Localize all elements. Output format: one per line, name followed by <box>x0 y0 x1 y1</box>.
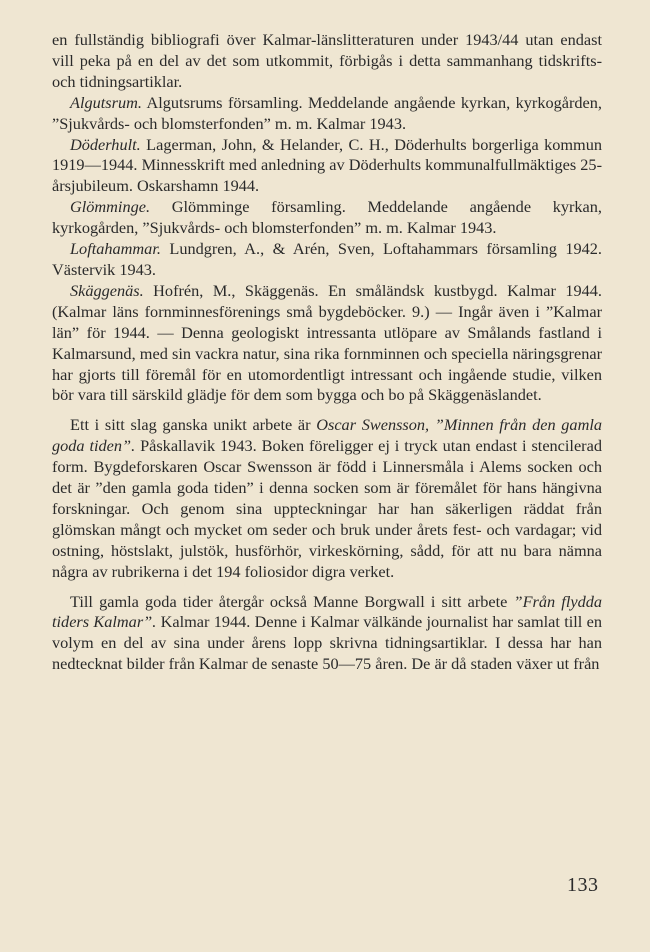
entry-text: Lagerman, John, & Helander, C. H., Döderhults borgerliga kommun 1919—1944. Minnesskrift med anledning av Döderhults kommunalfullmäktiges 25-årsjubileum. Oskarshamn 1944. <box>52 134 602 196</box>
paragraph-borgwall <box>52 592 602 676</box>
page-number: 133 <box>567 874 599 896</box>
entry-text: Lundgren, A., & Arén, Sven, Loftahammars församling 1942. Västervik 1943. <box>52 239 602 279</box>
paragraph-swensson <box>52 415 602 582</box>
text-run: Kalmar 1944. Denne i Kalmar välkände journalist har samlat till en volym en del av sina under årens lopp skrivna tidningsartiklar. I dessa har han nedtecknat bilder från Kalmar de senaste 50—75 åren. De är då staden växer ut från <box>52 612 602 674</box>
entry-skaggenas <box>52 281 602 406</box>
text-run: Till gamla goda tider återgår också Manne Borgwall i sitt arbete <box>70 591 514 611</box>
entry-algutsrum <box>52 93 602 135</box>
paragraph-intro <box>52 30 602 93</box>
entry-text: Algutsrums församling. Meddelande angående kyrkan, kyrkogården, ”Sjukvårds- och blomsterfonden” m. m. Kalmar 1943. <box>52 92 602 133</box>
body-text <box>52 30 602 675</box>
entry-doderhult <box>52 135 602 198</box>
book-title: ”Från flydda tiders Kalmar”. <box>52 591 602 632</box>
entry-heading: Algutsrum. <box>70 92 142 112</box>
book-title: Oscar Swensson, ”Minnen från den gamla goda tiden”. <box>52 415 602 456</box>
entry-heading: Loftahammar. <box>70 239 161 259</box>
entry-glomminge <box>52 197 602 239</box>
text-run: Påskallavik 1943. Boken föreligger ej i tryck utan endast i stencilerad form. Bygdeforskaren Oscar Swensson är född i Linnersmåla i Alems socken och det är ”den gamla goda tiden” i denna socken som är föremålet för hans hängivna forskningar. Och genom sina uppteckningar har han säkerligen räddat från glömskan mångt och mycket om seder och bruk under årets fest- och vardagar; vid ostning, höstslakt, julstök, husförhör, virkeskörning, sådd, för att nu bara nämna några av rubrikerna i det 194 foliosidor digra verket. <box>52 436 602 581</box>
entry-text: Hofrén, M., Skäggenäs. En småländsk kustbygd. Kalmar 1944. (Kalmar läns fornminnesförenings små bygdeböcker. 9.) — Ingår även i ”Kalmar län” för 1944. — Denna geologiskt intressanta utlöpare av Smålands fastland i Kalmarsund, med sin vackra natur, sina rika fornminnen och speciella näringsgrenar har gjorts till föremål för en utomordentligt intressant och ingående studie, vilken bör vara till särskild glädje för dem som bygga och bo på Skäggenäslandet. <box>52 280 602 405</box>
text-run: en fullständig bibliografi över Kalmar-länslitteraturen under 1943/44 utan endast vill peka på en del av det som utkommit, förbigås i detta sammanhang tidskrifts- och tidningsartiklar. <box>52 30 602 91</box>
entry-text: Glömminge församling. Meddelande angående kyrkan, kyrkogården, ”Sjukvårds- och blomsterfonden” m. m. Kalmar 1943. <box>52 197 602 238</box>
entry-heading: Glömminge. <box>70 197 151 217</box>
entry-loftahammar <box>52 239 602 281</box>
text-run: Ett i sitt slag ganska unikt arbete är <box>70 415 317 435</box>
entry-heading: Döderhult. <box>70 134 141 154</box>
entry-heading: Skäggenäs. <box>70 280 144 300</box>
